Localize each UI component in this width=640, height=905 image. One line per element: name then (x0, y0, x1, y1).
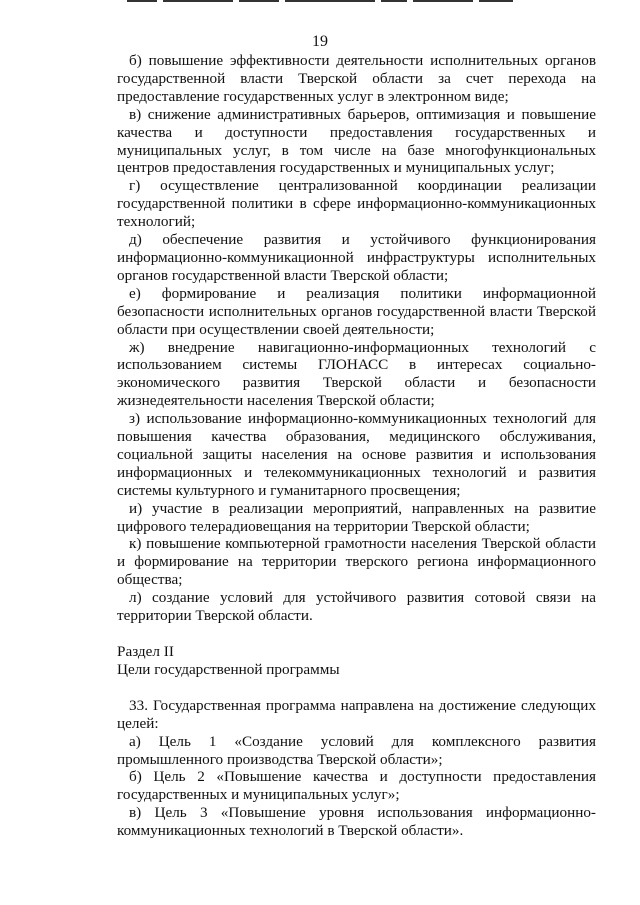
spacer (117, 625, 596, 643)
list-item-v: в) снижение административных барьеров, оптимизация и повышение качества и доступности предоставления государственных и муниципальных услуг, в том числе на базе многофункциональных центров предоставления государственных и муниципальных услуг; (117, 105, 596, 177)
goal-item-a: а) Цель 1 «Создание условий для комплексного развития промышленного производства Тверской области»; (117, 732, 596, 768)
list-item-k: к) повышение компьютерной грамотности населения Тверской области и формирование на территории тверского региона информационного общества; (117, 535, 596, 589)
goal-item-b: б) Цель 2 «Повышение качества и доступности предоставления государственных и муниципальных услуг»; (117, 768, 596, 804)
list-item-l: л) создание условий для устойчивого развития сотовой связи на территории Тверской области. (117, 589, 596, 625)
top-scan-edge (0, 0, 640, 4)
page-number: 19 (312, 33, 328, 50)
section-label: Раздел II (117, 643, 174, 660)
list-item-z: з) использование информационно-коммуникационных технологий для повышения качества образования, медицинского обслуживания, социальной защиты населения на основе развития и использования информационных и телекоммуникационных технологий и развития системы культурного и гуманитарного просвещения; (117, 410, 596, 499)
clause-intro: 33. Государственная программа направлена на достижение следующих целей: (117, 696, 596, 732)
list-item-g: г) осуществление централизованной координации реализации государственной политики в сфере информационно-коммуникационных технологий; (117, 177, 596, 231)
list-item-zh: ж) внедрение навигационно-информационных технологий с использованием системы ГЛОНАСС в интересах социально-экономического развития Тверской области и безопасности жизнедеятельности населения Тверской области; (117, 338, 596, 410)
list-item-e: е) формирование и реализация политики информационной безопасности исполнительных органов государственной власти Тверской области при осуществлении своей деятельности; (117, 284, 596, 338)
list-item-i: и) участие в реализации мероприятий, направленных на развитие цифрового телерадиовещания на территории Тверской области; (117, 499, 596, 535)
spacer (117, 679, 596, 697)
list-item-d: д) обеспечение развития и устойчивого функционирования информационно-коммуникационной инфраструктуры исполнительных органов государственной власти Тверской области; (117, 231, 596, 284)
list-item-b: б) повышение эффективности деятельности исполнительных органов государственной власти Тверской области за счет перехода на предоставление государственных услуг в электронном виде; (117, 52, 596, 105)
document-body (117, 52, 596, 840)
goal-item-v: в) Цель 3 «Повышение уровня использования информационно-коммуникационных технологий в Тверской области». (117, 804, 596, 840)
section-title: Цели государственной программы (117, 660, 340, 678)
